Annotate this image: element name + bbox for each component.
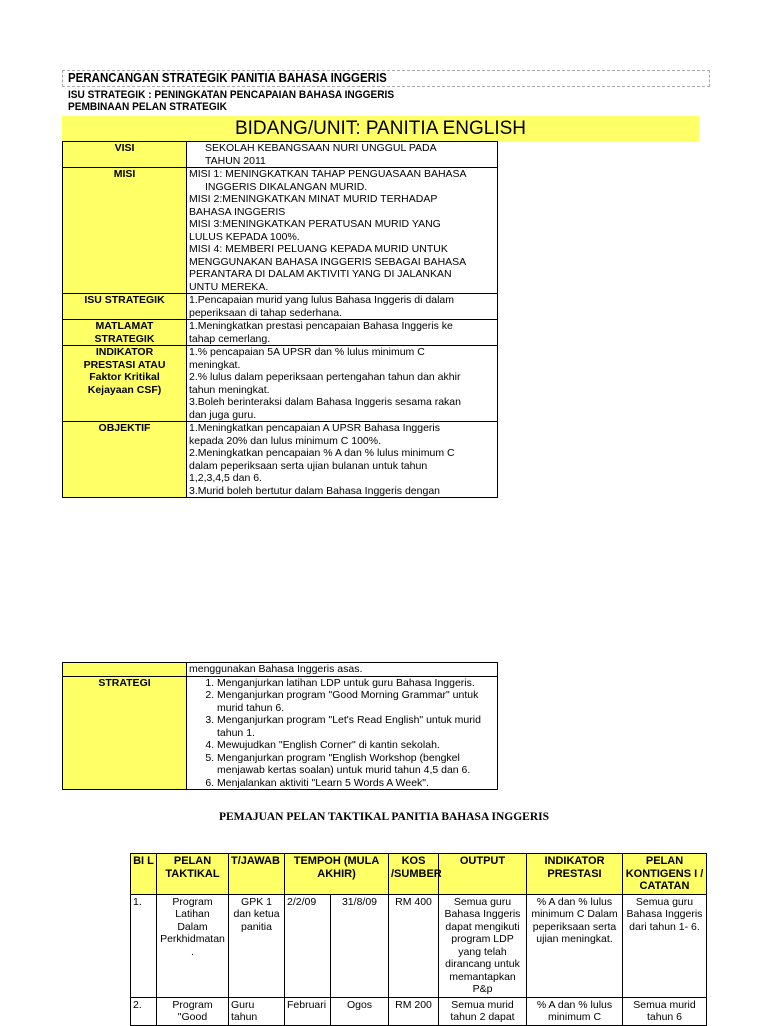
- strategi-item: 5. Menganjurkan program "English Workshop (bengkel menjawab kertas soalan) untuk murid tahun 4,5 dan 6.: [217, 752, 495, 777]
- strategi-row: [63, 676, 498, 790]
- cell-akhir: Ogos: [331, 997, 389, 1025]
- cell-kos: RM 200: [389, 997, 439, 1025]
- subtitle-block: [68, 89, 394, 113]
- cell-akhir: 31/8/09: [331, 894, 389, 997]
- objektif-value: 1.Meningkatkan pencapaian A UPSR Bahasa Inggeris kepada 20% dan lulus minimum C 100%. 2.Meningkatkan pencapaian % A dan % lulus minimum C dalam peperiksaan serta ujian bulanan untuk tahun 1,2,3,4,5 dan 6. 3.Murid boleh bertutur dalam Bahasa Inggeris dengan: [187, 422, 498, 498]
- objektif-row: [63, 422, 498, 498]
- header-kos: KOS /SUMBER: [389, 854, 439, 895]
- cell-kontigensi: Semua guru Bahasa Inggeris dari tahun 1- 6.: [623, 894, 707, 997]
- header-kontigensi: PELAN KONTIGENS I / CATATAN: [623, 854, 707, 895]
- document-title: PERANCANGAN STRATEGIK PANITIA BAHASA INGGERIS: [68, 71, 387, 85]
- bidang-unit-banner: BIDANG/UNIT: PANITIA ENGLISH: [62, 116, 699, 142]
- indikator-value: 1.% pencapaian 5A UPSR dan % lulus minimum C meningkat. 2.% lulus dalam peperiksaan pertengahan tahun dan akhir tahun meningkat. 3.Boleh berinteraksi dalam Bahasa Inggeris sesama rakan dan juga guru.: [187, 346, 498, 422]
- strategi-table: [62, 662, 498, 790]
- visi-value: SEKOLAH KEBANGSAAN NURI UNGGUL PADA TAHUN 2011: [187, 142, 498, 168]
- header-bil: BI L: [131, 854, 157, 895]
- objektif-continued-row: [63, 663, 498, 677]
- strategi-label: STRATEGI: [63, 676, 187, 790]
- cell-indikator: % A dan % lulus minimum C Dalam peperiksaan serta ujian meningkat.: [527, 894, 623, 997]
- isu-strategik-row: [63, 294, 498, 320]
- cell-indikator: % A dan % lulus minimum C: [527, 997, 623, 1025]
- strategi-item: 1. Menganjurkan latihan LDP untuk guru Bahasa Inggeris.: [217, 677, 495, 690]
- header-tempoh: TEMPOH (MULA AKHIR): [285, 854, 389, 895]
- header-indikator: INDIKATOR PRESTASI: [527, 854, 623, 895]
- isu-strategik-value: 1.Pencapaian murid yang lulus Bahasa Inggeris di dalam peperiksaan di tahap sederhana.: [187, 294, 498, 320]
- header-output: OUTPUT: [439, 854, 527, 895]
- cell-tjawab: Guru tahun: [229, 997, 285, 1025]
- cell-kontigensi: Semua murid tahun 6: [623, 997, 707, 1025]
- visi-label: VISI: [63, 142, 187, 168]
- matlamat-value: 1.Meningkatkan prestasi pencapaian Bahasa Inggeris ke tahap cemerlang.: [187, 320, 498, 346]
- strategic-plan-table: [62, 141, 498, 498]
- taktikal-header-row: [131, 854, 707, 895]
- strategi-list: [189, 677, 495, 790]
- cell-mula: 2/2/09: [285, 894, 331, 997]
- pembinaan-heading: PEMBINAAN PELAN STRATEGIK: [68, 101, 227, 113]
- strategi-item: 6. Menjalankan aktiviti "Learn 5 Words A Week".: [217, 777, 495, 790]
- cell-mula: Februari: [285, 997, 331, 1025]
- header-tjawab: T/JAWAB: [229, 854, 285, 895]
- header-pelan-taktikal: PELAN TAKTIKAL: [157, 854, 229, 895]
- cell-output: Semua guru Bahasa Inggeris dapat mengikuti program LDP yang telah dirancang untuk memantapkan P&p: [439, 894, 527, 997]
- isu-strategik-label: ISU STRATEGIK: [63, 294, 187, 320]
- taktikal-title: PEMAJUAN PELAN TAKTIKAL PANITIA BAHASA INGGERIS: [218, 811, 550, 823]
- misi-row: [63, 168, 498, 294]
- continued-label-cell: [63, 663, 187, 677]
- cell-bil: 2.: [131, 997, 157, 1025]
- isu-strategik-heading: ISU STRATEGIK : PENINGKATAN PENCAPAIAN BAHASA INGGERIS: [68, 89, 395, 101]
- strategi-item: 3. Menganjurkan program "Let's Read English" untuk murid tahun 1.: [217, 714, 495, 739]
- visi-row: [63, 142, 498, 168]
- indikator-row: [63, 346, 498, 422]
- cell-pelan: Program Latihan Dalam Perkhidmatan .: [157, 894, 229, 997]
- misi-label: MISI: [63, 168, 187, 294]
- table-row: [131, 997, 707, 1025]
- cell-bil: 1.: [131, 894, 157, 997]
- cell-tjawab: GPK 1 dan ketua panitia: [229, 894, 285, 997]
- strategi-item: 2. Menganjurkan program "Good Morning Grammar" untuk murid tahun 6.: [217, 689, 495, 714]
- indikator-label: INDIKATOR PRESTASI ATAU Faktor Kritikal Kejayaan CSF): [63, 346, 187, 422]
- objektif-continued-value: menggunakan Bahasa Inggeris asas.: [187, 663, 498, 677]
- strategi-value: [187, 676, 498, 790]
- matlamat-row: [63, 320, 498, 346]
- strategi-item: 4. Mewujudkan "English Corner" di kantin sekolah.: [217, 739, 495, 752]
- cell-pelan: Program "Good: [157, 997, 229, 1025]
- cell-kos: RM 400: [389, 894, 439, 997]
- misi-value: MISI 1: MENINGKATKAN TAHAP PENGUASAAN BAHASA INGGERIS DIKALANGAN MURID. MISI 2:MENINGKATKAN MINAT MURID TERHADAP BAHASA INGGERIS MISI 3:MENINGKATKAN PERATUSAN MURID YANG LULUS KEPADA 100%. MISI 4: MEMBERI PELUANG KEPADA MURID UNTUK MENGGUNAKAN BAHASA INGGERIS SEBAGAI BAHASA PERANTARA DI DALAM AKTIVITI YANG DI JALANKAN UNTU MEREKA.: [187, 168, 498, 294]
- matlamat-label: MATLAMAT STRATEGIK: [63, 320, 187, 346]
- objektif-label: OBJEKTIF: [63, 422, 187, 498]
- taktikal-table: [130, 853, 707, 1026]
- cell-output: Semua murid tahun 2 dapat: [439, 997, 527, 1025]
- table-row: [131, 894, 707, 997]
